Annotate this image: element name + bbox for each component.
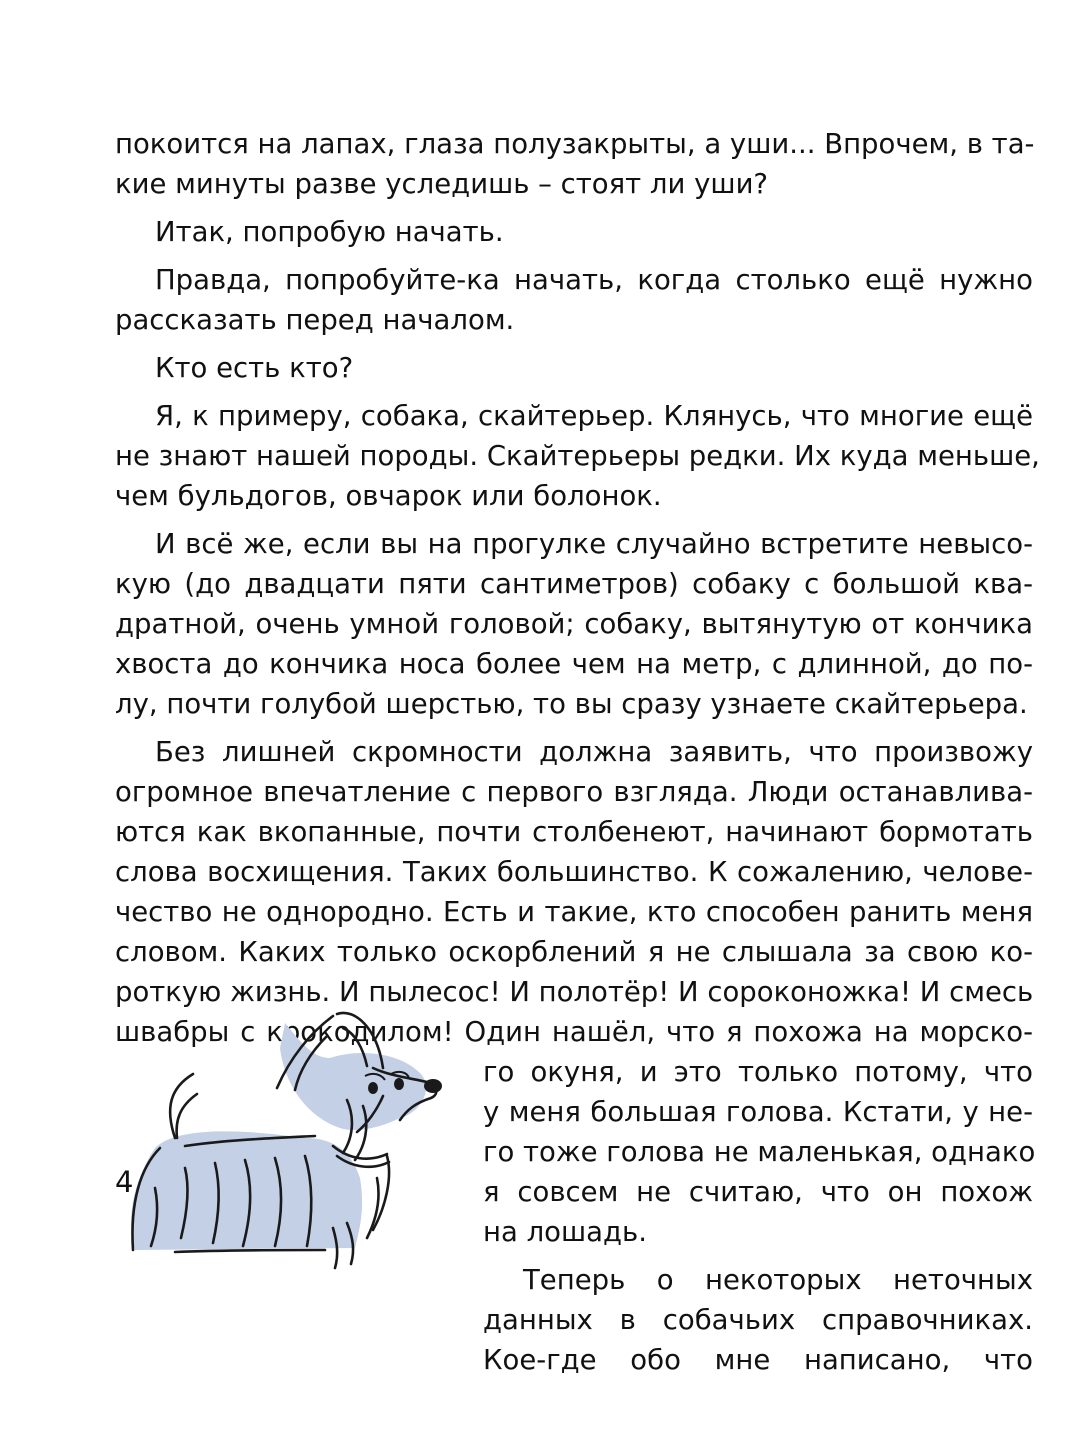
text-line: покоится на лапах, глаза полузакрыты, а уши... Впрочем, в та- (115, 128, 1035, 160)
text-line: данных в собачьих справочниках. (483, 1304, 1033, 1336)
text-line: ются как вкопанные, почти столбенеют, начинают бормотать (115, 816, 1033, 848)
dog-eye-right (394, 1078, 404, 1090)
dog-eye-left (368, 1082, 378, 1094)
text-line: словом. Каких только оскорблений я не слышала за свою ко- (115, 936, 1033, 968)
text-line: Итак, попробую начать. (155, 216, 504, 248)
text-line: Кое-где обо мне написано, что (483, 1344, 1033, 1376)
text-line: слова восхищения. Таких большинство. К сожалению, челове- (115, 856, 1033, 888)
text-line: швабры с крокодилом! Один нашёл, что я похожа на морско- (115, 1016, 1033, 1048)
text-line: чество не однородно. Есть и такие, кто способен ранить меня (115, 896, 1033, 928)
text-line: рассказать перед началом. (115, 304, 515, 336)
text-line: Я, к примеру, собака, скайтерьер. Клянусь, что многие ещё (155, 400, 1033, 432)
text-line: Теперь о некоторых неточных (523, 1264, 1033, 1296)
text-line: лу, почти голубой шерстью, то вы сразу узнаете скайтерьера. (115, 688, 1028, 720)
text-line: кие минуты разве уследишь – стоят ли уши? (115, 168, 769, 200)
dog-tail (170, 1074, 193, 1138)
text-line: Без лишней скромности должна заявить, что произвожу (155, 736, 1033, 768)
text-line: я совсем не считаю, что он похож (483, 1176, 1033, 1208)
text-line: роткую жизнь. И пылесос! И полотёр! И сороконожка! И смесь (115, 976, 1034, 1008)
dog-belly (175, 1250, 325, 1252)
text-line: И всё же, если вы на прогулке случайно встретите невысо- (155, 528, 1033, 560)
text-line: Правда, попробуйте-ка начать, когда столько ещё нужно (155, 264, 1033, 296)
text-line: на лошадь. (483, 1216, 647, 1248)
text-line: чем бульдогов, овчарок или болонок. (115, 480, 662, 512)
text-line: дратной, очень умной головой; собаку, вытянутую от кончика (115, 608, 1033, 640)
text-line: не знают нашей породы. Скайтерьеры редки. Их куда меньше, (115, 440, 1040, 472)
text-line: хвоста до кончика носа более чем на метр, с длинной, до по- (115, 648, 1033, 680)
text-line: го тоже голова не маленькая, однако (483, 1136, 1036, 1168)
text-line: Кто есть кто? (155, 352, 354, 384)
dog-tail-2 (177, 1094, 197, 1138)
text-line: огромное впечатление с первого взгляда. Люди останавлива- (115, 776, 1033, 808)
dog-nose (424, 1079, 442, 1093)
text-line: го окуня, и это только потому, что (483, 1056, 1033, 1088)
dog-illustration (115, 988, 475, 1288)
text-line: у меня большая голова. Кстати, у не- (483, 1096, 1033, 1128)
text-line: кую (до двадцати пяти сантиметров) собаку с большой ква- (115, 568, 1033, 600)
page-number: 4 (115, 1165, 134, 1199)
